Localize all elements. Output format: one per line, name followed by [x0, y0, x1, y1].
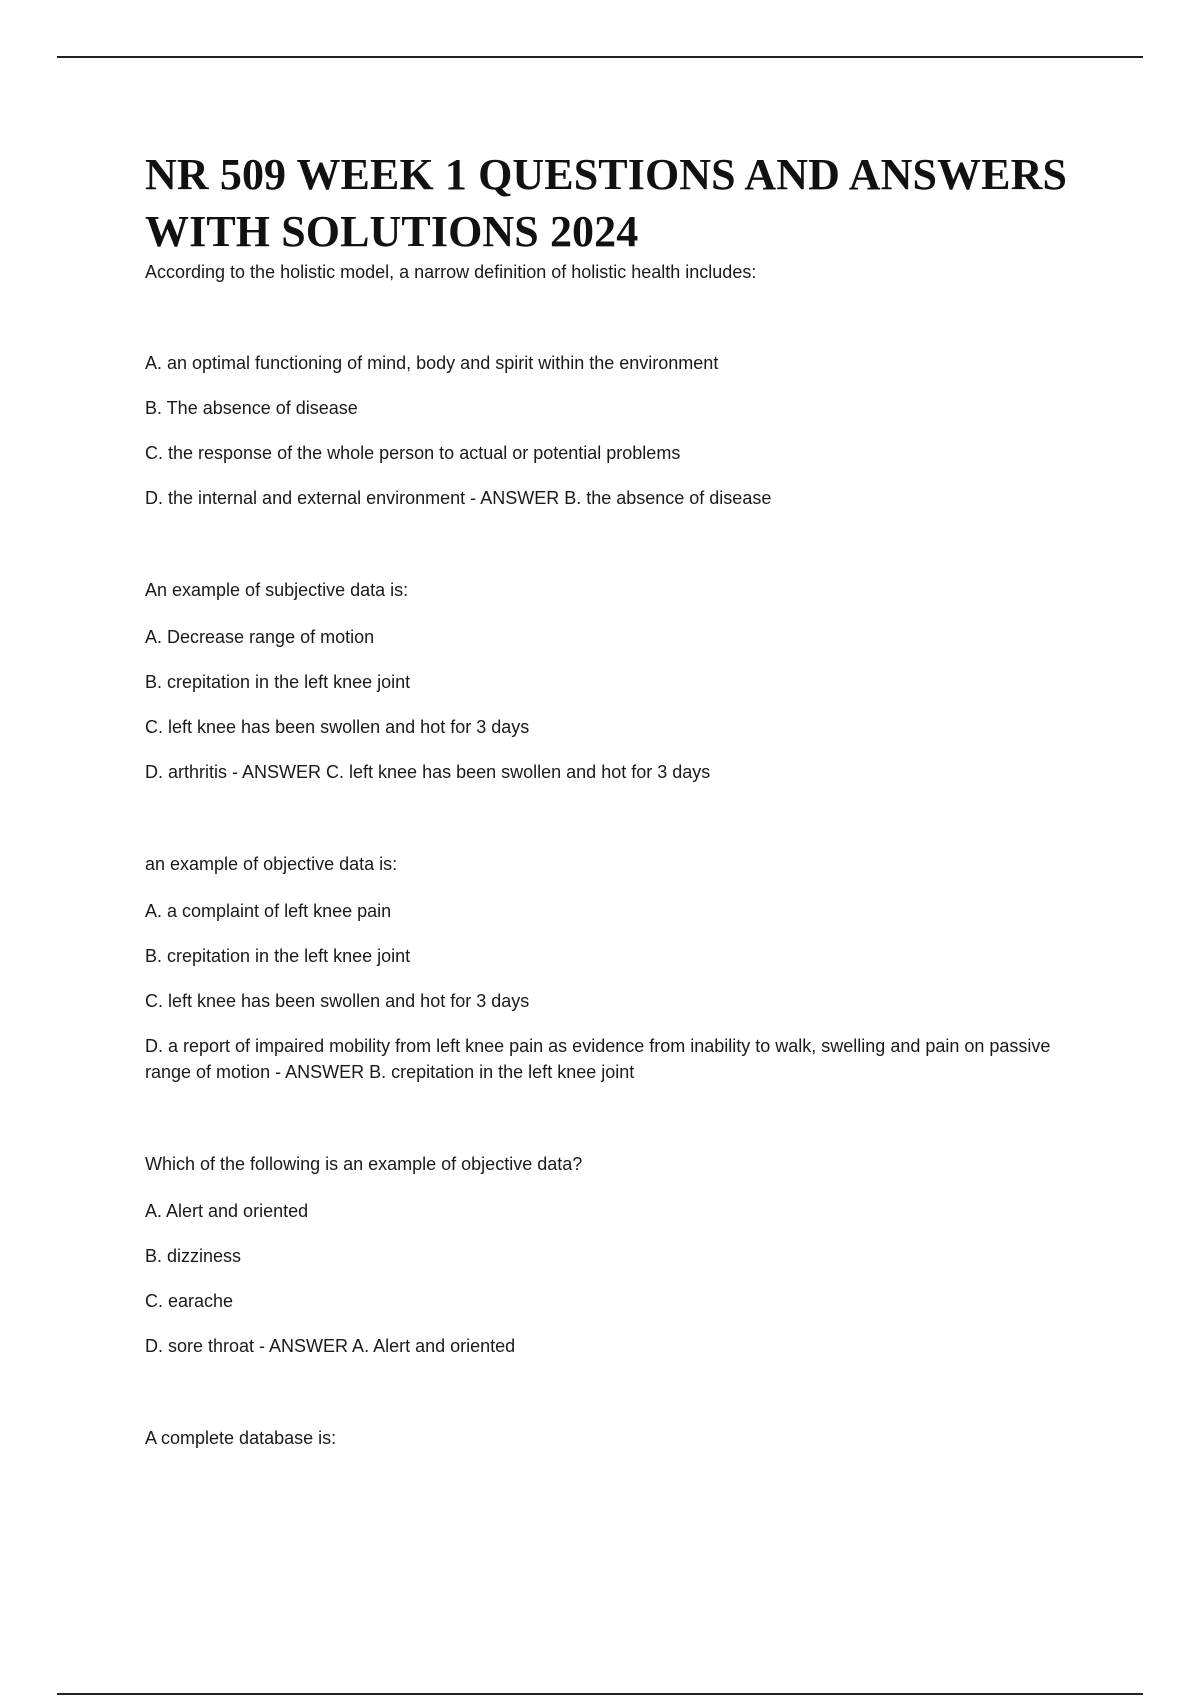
answer-option: B. crepitation in the left knee joint [145, 946, 411, 966]
answer-option: C. left knee has been swollen and hot for 3 days [145, 717, 530, 737]
answer-option: C. left knee has been swollen and hot for 3 days [145, 991, 530, 1011]
question-5 [145, 1426, 1085, 1450]
answer-option: D. arthritis - ANSWER C. left knee has been swollen and hot for 3 days [145, 762, 711, 782]
answer-option: A. Decrease range of motion [145, 627, 375, 647]
question-4 [145, 1152, 1085, 1359]
document-page [145, 146, 1085, 1472]
question-3 [145, 852, 1085, 1085]
answer-option: D. the internal and external environment - ANSWER B. the absence of disease [145, 488, 772, 508]
answer-option: A. an optimal functioning of mind, body and spirit within the environment [145, 353, 719, 373]
question-1 [145, 260, 1085, 511]
document-title: NR 509 WEEK 1 QUESTIONS AND ANSWERS WITH SOLUTIONS 2024 [145, 150, 1068, 256]
question-prompt: Which of the following is an example of objective data? [145, 1154, 583, 1174]
footer-rule [57, 1693, 1143, 1695]
answer-option: C. the response of the whole person to actual or potential problems [145, 443, 681, 463]
answer-option: B. The absence of disease [145, 398, 358, 418]
answer-option: B. crepitation in the left knee joint [145, 672, 411, 692]
header-rule [57, 56, 1143, 58]
answer-option: C. earache [145, 1291, 234, 1311]
answer-option: A. Alert and oriented [145, 1201, 309, 1221]
answer-option: B. dizziness [145, 1246, 242, 1266]
question-prompt: an example of objective data is: [145, 854, 398, 874]
answer-option: D. sore throat - ANSWER A. Alert and oriented [145, 1336, 516, 1356]
question-2 [145, 578, 1085, 785]
answer-option: A. a complaint of left knee pain [145, 901, 392, 921]
question-prompt: An example of subjective data is: [145, 580, 409, 600]
question-prompt: A complete database is: [145, 1428, 337, 1448]
question-prompt: According to the holistic model, a narrow definition of holistic health includes: [145, 262, 757, 282]
answer-option: D. a report of impaired mobility from left knee pain as evidence from inability to walk, swelling and pain on passive range of motion - ANSWER B. crepitation in the left knee joint [145, 1036, 1051, 1082]
